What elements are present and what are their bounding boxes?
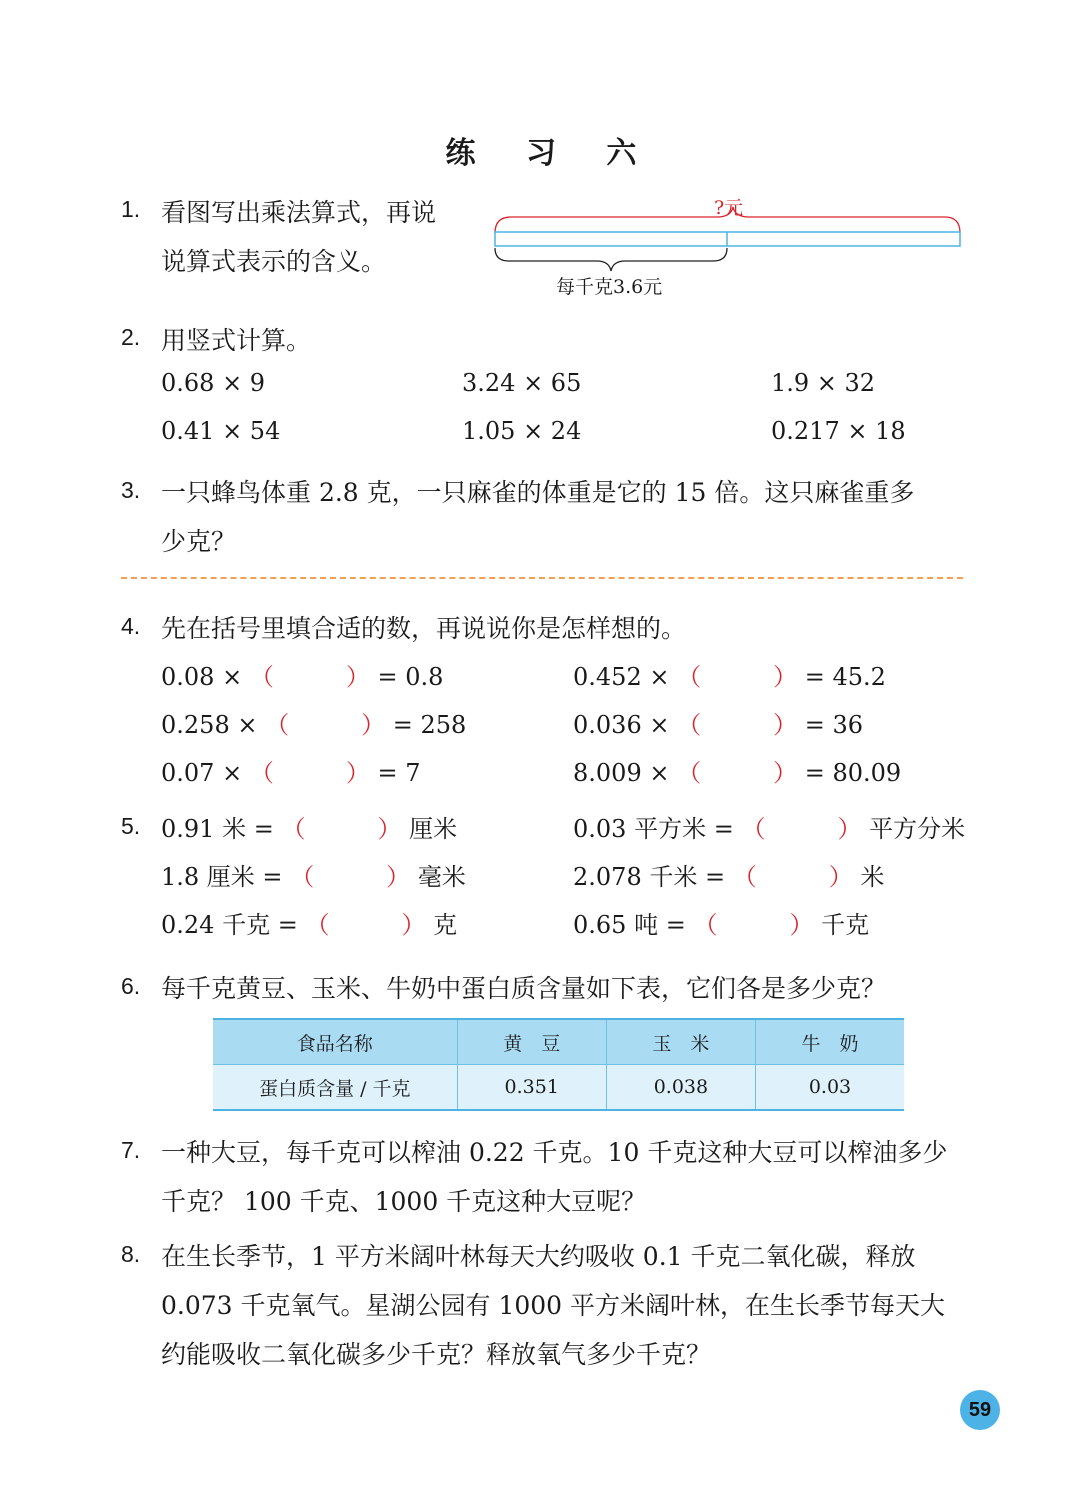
- question-6-number: 6.: [121, 973, 141, 999]
- answer-blank[interactable]: （ ）: [290, 863, 411, 891]
- question-8-number: 8.: [121, 1241, 141, 1267]
- question-5-number: 5.: [121, 813, 141, 839]
- answer-blank[interactable]: （ ）: [677, 711, 798, 739]
- question-3-number: 3.: [121, 477, 141, 503]
- question-7-line-2: 千克？ 100 千克、1000 千克这种大豆呢？: [161, 1187, 647, 1216]
- fill-blank-item: 0.07 × （ ） = 7: [161, 759, 421, 787]
- unit-convert-item: 1.8 厘米 = （ ） 毫米: [161, 863, 466, 891]
- question-1-line-2: 说算式表示的含义。: [161, 247, 387, 276]
- calc-item: 1.05 × 24: [462, 417, 582, 445]
- fill-blank-item: 0.036 × （ ） = 36: [573, 711, 864, 739]
- answer-blank[interactable]: （ ）: [693, 911, 814, 939]
- table-header-row: [213, 1019, 904, 1065]
- diagram-total-label: ?元: [714, 197, 744, 219]
- question-3-line-2: 少克？: [161, 527, 237, 556]
- diagram-unit-label: 每千克3.6元: [556, 276, 663, 298]
- answer-blank[interactable]: （ ）: [677, 759, 798, 787]
- unit-convert-item: 2.078 千米 = （ ） 米: [573, 863, 885, 891]
- unit-convert-item: 0.03 平方米 = （ ） 平方分米: [573, 815, 966, 843]
- answer-blank[interactable]: （ ）: [305, 911, 426, 939]
- table-header-cell: 玉 米: [606, 1019, 755, 1065]
- question-3-line-1: 一只蜂鸟体重 2.8 克，一只麻雀的体重是它的 15 倍。这只麻雀重多: [161, 478, 915, 507]
- calc-item: 3.24 × 65: [462, 369, 582, 397]
- fill-blank-item: 0.08 × （ ） = 0.8: [161, 663, 444, 691]
- table-header-cell: 牛 奶: [756, 1019, 905, 1065]
- section-divider: [121, 577, 963, 579]
- fill-blank-item: 0.258 × （ ） = 258: [161, 711, 467, 739]
- answer-blank[interactable]: （ ）: [677, 663, 798, 691]
- calc-item: 1.9 × 32: [771, 369, 876, 397]
- question-4-number: 4.: [121, 613, 141, 639]
- question-6-text: 每千克黄豆、玉米、牛奶中蛋白质含量如下表，它们各是多少克？: [161, 974, 887, 1003]
- unit-convert-item: 0.91 米 = （ ） 厘米: [161, 815, 458, 843]
- question-8-line-1: 在生长季节，1 平方米阔叶林每天大约吸收 0.1 千克二氧化碳，释放: [161, 1242, 916, 1271]
- answer-blank[interactable]: （ ）: [732, 863, 853, 891]
- answer-blank[interactable]: （ ）: [249, 759, 370, 787]
- table-cell: 蛋白质含量 / 千克: [213, 1065, 457, 1111]
- unit-brace: [495, 248, 727, 271]
- table-header-cell: 食品名称: [213, 1019, 457, 1065]
- question-8-line-3: 约能吸收二氧化碳多少千克？释放氧气多少千克？: [161, 1340, 712, 1369]
- unit-convert-item: 0.65 吨 = （ ） 千克: [573, 911, 870, 939]
- answer-blank[interactable]: （ ）: [265, 711, 386, 739]
- question-7-number: 7.: [121, 1137, 141, 1163]
- table-cell: 0.351: [457, 1065, 606, 1111]
- unit-convert-item: 0.24 千克 = （ ） 克: [161, 911, 458, 939]
- page-title: 练 习 六: [445, 136, 657, 171]
- question-1-number: 1.: [121, 196, 141, 222]
- table-cell: 0.038: [606, 1065, 755, 1111]
- answer-blank[interactable]: （ ）: [281, 815, 402, 843]
- table-cell: 0.03: [756, 1065, 905, 1111]
- question-8-line-2: 0.073 千克氧气。星湖公园有 1000 平方米阔叶林，在生长季节每天大: [161, 1291, 946, 1320]
- question-1-line-1: 看图写出乘法算式，再说: [161, 198, 437, 227]
- table-header-cell: 黄 豆: [457, 1019, 606, 1065]
- question-4-text: 先在括号里填合适的数，再说说你是怎样想的。: [161, 614, 687, 643]
- answer-blank[interactable]: （ ）: [249, 663, 370, 691]
- table-row: [213, 1065, 904, 1111]
- question-2-text: 用竖式计算。: [161, 326, 312, 355]
- calc-item: 0.68 × 9: [161, 369, 266, 397]
- question-7-line-1: 一种大豆，每千克可以榨油 0.22 千克。10 千克这种大豆可以榨油多少: [161, 1138, 948, 1167]
- page-number-badge: 59: [960, 1390, 1000, 1430]
- answer-blank[interactable]: （ ）: [741, 815, 862, 843]
- calc-item: 0.217 × 18: [771, 417, 906, 445]
- calc-item: 0.41 × 54: [161, 417, 281, 445]
- protein-table: [213, 1018, 904, 1111]
- fill-blank-item: 0.452 × （ ） = 45.2: [573, 663, 886, 691]
- question-2-number: 2.: [121, 324, 141, 350]
- fill-blank-item: 8.009 × （ ） = 80.09: [573, 759, 902, 787]
